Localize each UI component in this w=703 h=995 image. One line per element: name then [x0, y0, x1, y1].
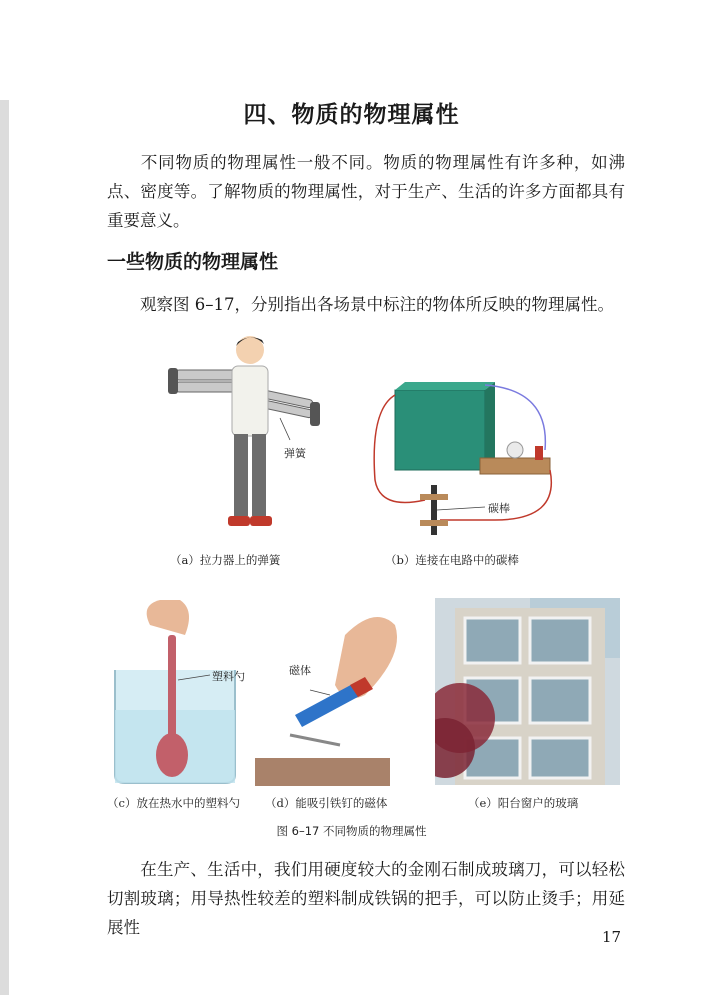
instruction-text: 观察图 6–17，分别指出各场景中标注的物体所反映的物理属性。: [140, 295, 614, 314]
label-magnet: 磁体: [289, 664, 311, 677]
bottom-paragraph-text: 在生产、生活中，我们用硬度较大的金刚石制成玻璃刀，可以轻松切割玻璃；用导热性较差的塑料制成铁锅的把手，可以防止烫手；用延展性: [107, 860, 625, 937]
figure-c-beaker-spoon: [110, 595, 250, 790]
figure-e-balcony-photo: [435, 598, 620, 785]
label-plastic-spoon: 塑料勺: [212, 670, 245, 683]
subheading: 一些物质的物理属性: [107, 251, 279, 273]
section-title: 四、物质的物理属性: [243, 102, 460, 128]
intro-paragraph: [107, 148, 625, 235]
caption-d: （d）能吸引铁钉的磁体: [265, 796, 388, 810]
figure-b-carbon-rod-circuit: [365, 370, 565, 545]
page-edge-bar: [0, 100, 9, 995]
label-spring: 弹簧: [284, 447, 306, 460]
caption-c: （c）放在热水中的塑料勺: [107, 796, 240, 810]
caption-b: （b）连接在电路中的碳棒: [385, 553, 519, 567]
page-number: 17: [602, 928, 622, 946]
figure-caption: 图 6–17 不同物质的物理属性: [276, 824, 427, 838]
bottom-paragraph: [107, 855, 625, 942]
label-carbon-rod: 碳棒: [488, 502, 510, 515]
intro-paragraph-text: 不同物质的物理属性一般不同。物质的物理属性有许多种，如沸点、密度等。了解物质的物理属性，对于生产、生活的许多方面都具有重要意义。: [107, 153, 625, 230]
caption-a: （a）拉力器上的弹簧: [170, 553, 281, 567]
caption-e: （e）阳台窗户的玻璃: [468, 796, 579, 810]
figure-a-spring-exerciser: [150, 330, 350, 545]
instruction-paragraph: [107, 290, 625, 319]
figure-d-magnet-nail: [255, 595, 405, 790]
